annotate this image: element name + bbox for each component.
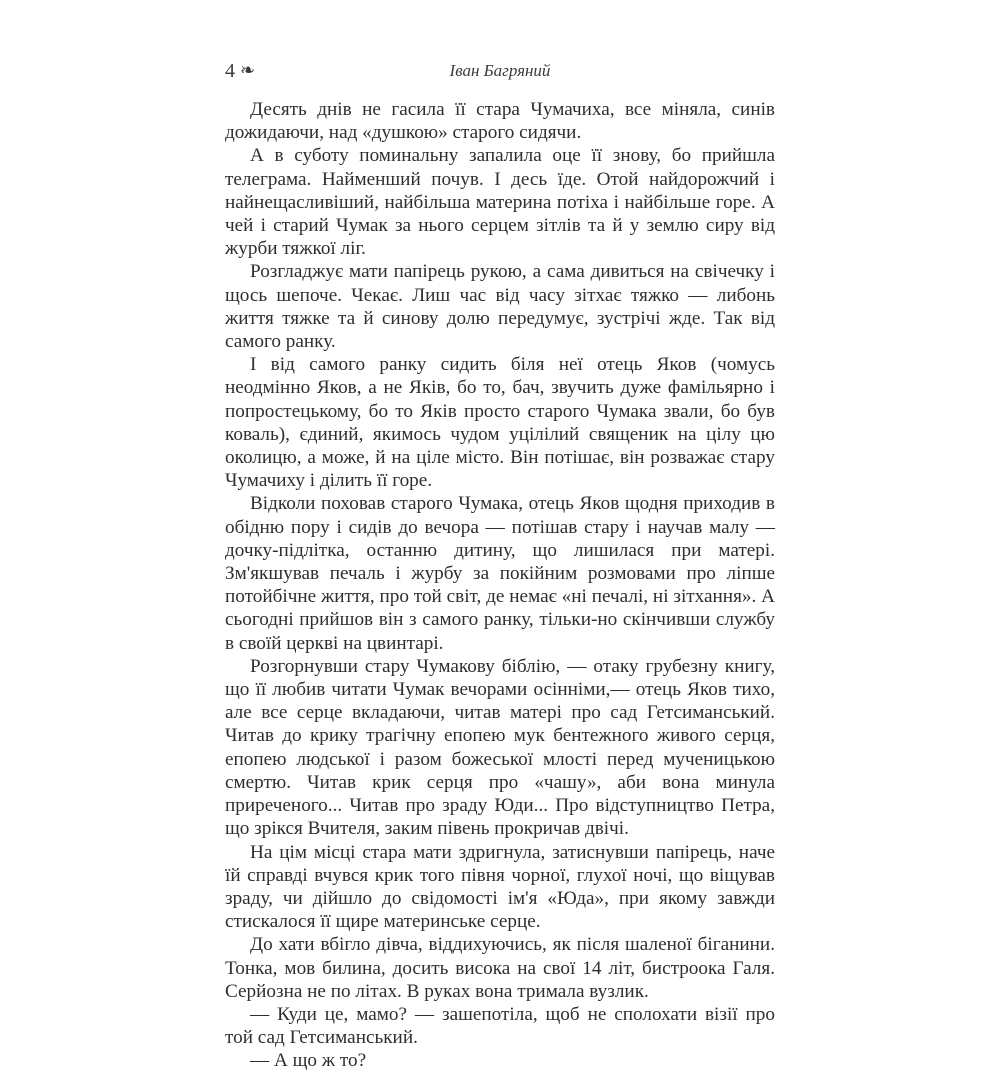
running-head-author: Іван Багряний <box>449 61 551 80</box>
paragraph: А в суботу поминальну запалила оце її знову, бо прийшла телеграма. Найменший почув. І десь їде. Отой найдорожчий і найнещасливіший, найбільша материна потіха і найбільше горе. А чей і старий Чумак за нього серцем зітлів та й у землю сиру від журби тяжкої ліг. <box>225 145 775 260</box>
paragraph: Відколи поховав старого Чумака, отець Яков щодня приходив в обідню пору і сидів до вечора — потішав стару і научав малу — дочку-підлітка, останню дитину, що лишилася при матері. Зм'якшував печаль і журбу за покійним розмовами про ліпше потойбічне життя, про той світ, де немає «ні печалі, ні зітхання». А сьогодні прийшов він з самого ранку, тільки-но скінчивши службу в своїй церкві на цвинтарі. <box>225 493 775 654</box>
page-header <box>225 58 775 88</box>
fleuron-icon: ❧ <box>240 60 256 80</box>
paragraph: Розгладжує мати папірець рукою, а сама дивиться на свічечку і щось шепоче. Чекає. Лиш час від часу зітхає тяжко — либонь життя тяжке та й синову долю передумує, зустрічі жде. Так від самого ранку. <box>225 261 775 353</box>
paragraph: Десять днів не гасила її стара Чумачиха, все міняла, синів дожидаючи, над «душкою» старого сидячи. <box>225 99 775 144</box>
paragraph: До хати вбігло дівча, віддихуючись, як після шаленої біганини. Тонка, мов билина, досить висока на свої 14 літ, бистроока Галя. Серйозна не по літах. В руках вона тримала вузлик. <box>225 934 775 1002</box>
body-text <box>225 98 775 1073</box>
paragraph: — А що ж то? <box>250 1050 367 1072</box>
paragraph: Розгорнувши стару Чумакову біблію, — отаку грубезну книгу, що її любив читати Чумак вечорами осінніми,— отець Яков тихо, але все серце вкладаючи, читав матері про сад Гетсиманський. Читав до крику трагічну епопею мук бентежного живого серця, епопею людської і разом божеської млості перед мученицькою смертю. Читав крик серця про «чашу», аби вона минула приреченого... Читав про зраду Юди... Про відступництво Петра, що зрікся Вчителя, заким півень прокричав двічі. <box>225 655 775 840</box>
paragraph: — Куди це, мамо? — зашепотіла, щоб не сполохати візії про той сад Гетсиманський. <box>225 1003 775 1049</box>
paragraph: І від самого ранку сидить біля неї отець Яков (чомусь неодмінно Яков, а не Яків, бо то, бач, звучить дуже фамільярно і попростецькому, бо то Яків просто старого Чумака звали, бо був коваль), єдиний, якимось чудом уцілілий священик на цілу цю околицю, а може, й на ціле місто. Він потішає, він розважає стару Чумачиху і ділить її горе. <box>225 354 775 492</box>
page-number: 4 <box>225 60 235 82</box>
paragraph: На цім місці стара мати здригнула, затиснувши папірець, наче їй справді вчувся крик того півня чорної, глухої ночі, що віщував зраду, чи дійшло до свідомості ім'я «Юда», при якому завжди стискалося її щире материнське серце. <box>225 841 775 933</box>
